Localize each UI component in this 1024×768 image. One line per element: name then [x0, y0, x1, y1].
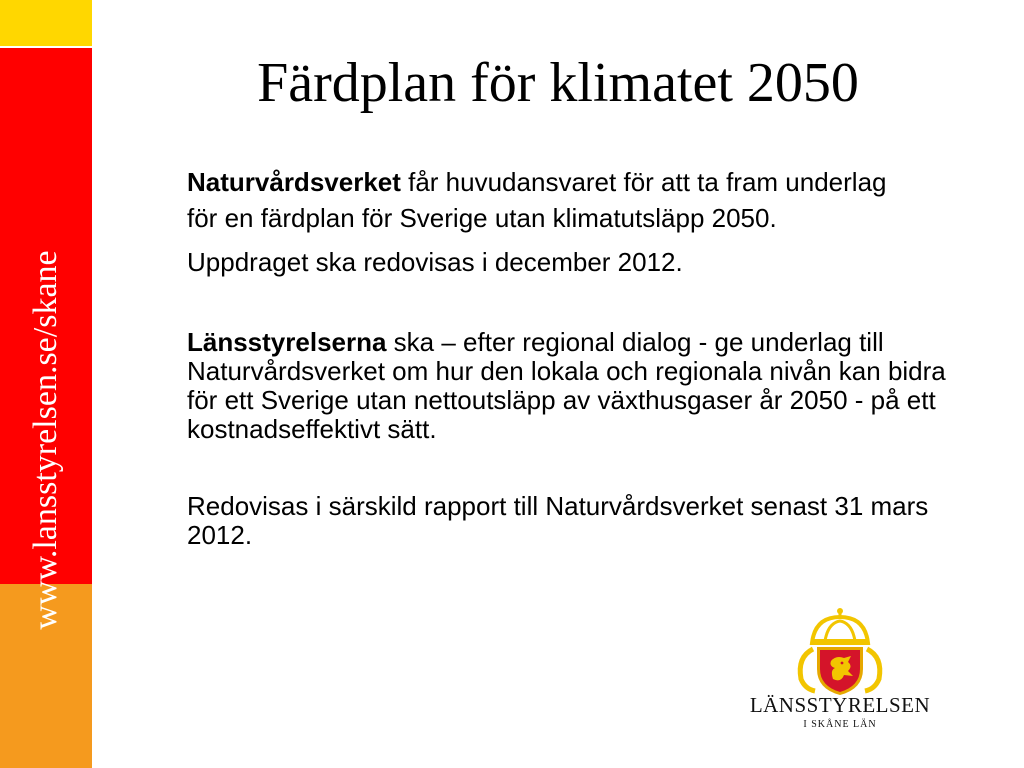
- lansstyrelsen-logo: [745, 605, 935, 735]
- paragraph-1-text: får huvudansvaret för att ta fram underlag för en färdplan för Sverige utan klimatutsläpp 2050.: [187, 167, 887, 233]
- logo-subtitle: I SKÅNE LÄN: [803, 719, 877, 730]
- paragraph-1: [187, 164, 887, 236]
- paragraph-4: [187, 492, 957, 550]
- sidebar-stripe-yellow: [0, 0, 92, 46]
- paragraph-3: [187, 328, 957, 444]
- crowned-griffin-shield-icon: [745, 605, 935, 695]
- slide-content: [187, 164, 957, 550]
- sidebar-url: www.lansstyrelsen.se/skane: [27, 250, 64, 630]
- paragraph-3-bold: Länsstyrelserna: [187, 327, 387, 357]
- paragraph-4-text: Redovisas i särskild rapport till Naturvårdsverket senast 31 mars 2012.: [187, 491, 929, 550]
- paragraph-2-text: Uppdraget ska redovisas i december 2012.: [187, 247, 683, 277]
- slide-title: Färdplan för klimatet 2050: [257, 52, 859, 114]
- logo-title: LÄNSSTYRELSEN: [749, 693, 931, 717]
- paragraph-1-bold: Naturvårdsverket: [187, 167, 401, 197]
- paragraph-3-text: ska – efter regional dialog - ge underlag till Naturvårdsverket om hur den lokala och regionala nivån kan bidra för ett Sverige utan nettoutsläpp av växthusgaser år 2050 - på ett kostnadseffektivt sätt.: [187, 327, 946, 444]
- paragraph-2: [187, 244, 957, 280]
